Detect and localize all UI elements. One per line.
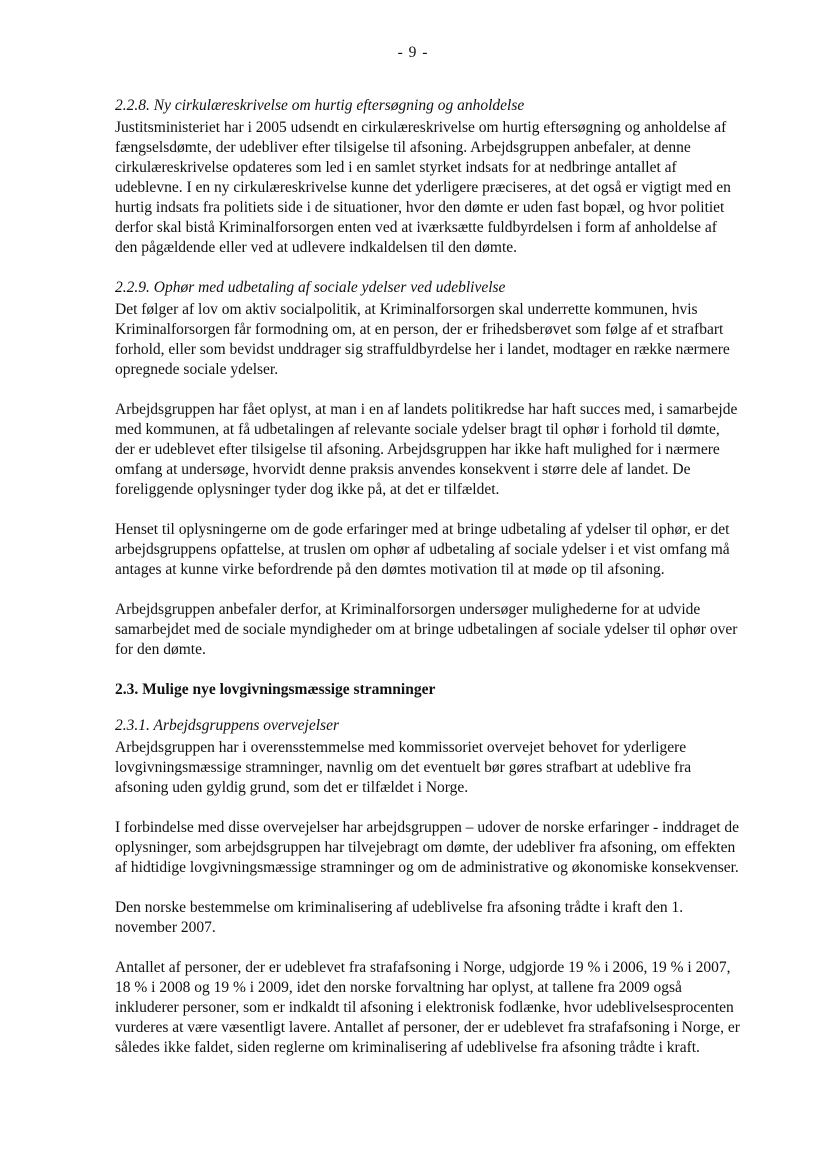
- section-heading: 2.2.9. Ophør med udbetaling af sociale ydelser ved udeblivelse: [115, 279, 506, 296]
- paragraph: I forbindelse med disse overvejelser har arbejdsgruppen – udover de norske erfaringer - inddraget de oplysninger, som arbejdsgruppen har tilvejebragt om dømte, der udebliver fra afsoning, om effekten af hidtidige lovgivningsmæssige stramninger og om de administrative og økonomiske konsekvenser.: [115, 819, 740, 876]
- paragraph: Den norske bestemmelse om kriminalisering af udeblivelse fra afsoning trådte i kraft den 1. november 2007.: [115, 899, 684, 936]
- section-heading: 2.3.1. Arbejdsgruppens overvejelser: [115, 717, 339, 734]
- section-heading-main: 2.3. Mulige nye lovgivningsmæssige stramninger: [115, 681, 436, 698]
- section-2-3-1: [115, 716, 743, 1058]
- paragraph: Henset til oplysningerne om de gode erfaringer med at bringe udbetaling af ydelser til ophør, er det arbejdsgruppens opfattelse, at truslen om ophør af udbetaling af sociale ydelser i et vist omfang må antages at kunne virke befordrende på den dømtes motivation til at møde op til afsoning.: [115, 521, 730, 578]
- paragraph: Arbejdsgruppen har fået oplyst, at man i en af landets politikredse har haft succes med, i samarbejde med kommunen, at få udbetalingen af relevante sociale ydelser bragt til ophør i forhold til dømte, der er udeblevet efter tilsigelse til afsoning. Arbejdsgruppen har ikke haft mulighed for i nærmere omfang at undersøge, hvorvidt denne praksis anvendes konsekvent i større dele af landet. De foreliggende oplysninger tyder dog ikke på, at det er tilfældet.: [115, 401, 738, 498]
- paragraph: Arbejdsgruppen anbefaler derfor, at Kriminalforsorgen undersøger mulighederne for at udvide samarbejdet med de sociale myndigheder om at bringe udbetalingen af sociale ydelser til ophør over for den dømte.: [115, 601, 738, 658]
- section-heading: 2.2.8. Ny cirkulæreskrivelse om hurtig eftersøgning og anholdelse: [115, 97, 525, 114]
- document-body: [115, 96, 743, 1058]
- paragraph: Det følger af lov om aktiv socialpolitik, at Kriminalforsorgen skal underrette kommunen, hvis Kriminalforsorgen får formodning om, at en person, der er frihedsberøvet som følge af et strafbart forhold, eller som bevidst unddrager sig straffuldbyrdelse her i landet, modtager en række nærmere opregnede sociale ydelser.: [115, 301, 730, 378]
- section-2-2-9: [115, 278, 743, 660]
- paragraph: Arbejdsgruppen har i overensstemmelse med kommissoriet overvejet behovet for yderligere lovgivningsmæssige stramninger, navnlig om det eventuelt bør gøres strafbart at udeblive fra afsoning uden gyldig grund, som det er tilfældet i Norge.: [115, 739, 692, 796]
- section-2-2-8: [115, 96, 743, 258]
- paragraph: Antallet af personer, der er udeblevet fra strafafsoning i Norge, udgjorde 19 % i 2006, 19 % i 2007, 18 % i 2008 og 19 % i 2009, idet den norske forvaltning har oplyst, at tallene fra 2009 også inkluderer personer, som er indkaldt til afsoning i elektronisk fodlænke, hvor udeblivelsesprocenten vurderes at være væsentligt lavere. Antallet af personer, der er udeblevet fra strafafsoning i Norge, er således ikke faldet, siden reglerne om kriminalisering af udeblivelse fra afsoning trådte i kraft.: [115, 959, 740, 1056]
- page-number: - 9 -: [397, 44, 429, 61]
- section-2-3: [115, 680, 743, 700]
- paragraph: Justitsministeriet har i 2005 udsendt en cirkulæreskrivelse om hurtig eftersøgning og anholdelse af fængselsdømte, der udebliver efter tilsigelse til afsoning. Arbejdsgruppen anbefaler, at denne cirkulæreskrivelse opdateres som led i en samlet styrket indsats for at nedbringe antallet af udeblevne. I en ny cirkulæreskrivelse kunne det yderligere præciseres, at det også er vigtigt med en hurtig indsats fra politiets side i de situationer, hvor den dømte er uden fast bopæl, og hvor politiet derfor skal bistå Kriminalforsorgen enten ved at iværksætte fuldbyrdelsen i form af anholdelse af den pågældende eller ved at udlevere indkaldelsen til den dømte.: [115, 119, 731, 256]
